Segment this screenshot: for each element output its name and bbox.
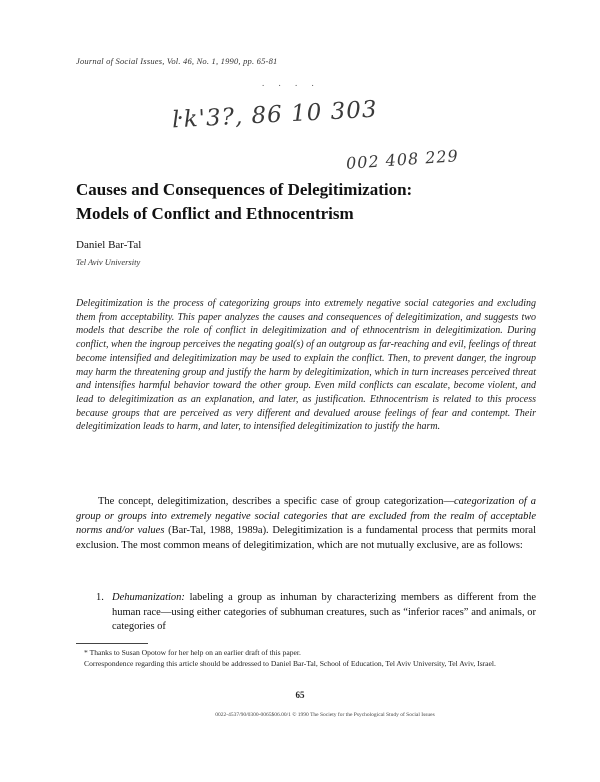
body-text-start: The concept, delegitimization, describes a specific case of group categorization—	[98, 496, 454, 507]
body-paragraph	[76, 495, 536, 553]
handwritten-number: 002 408 229	[345, 146, 460, 173]
footnotes	[76, 647, 536, 669]
journal-citation: Journal of Social Issues, Vol. 46, No. 1, 1990, pp. 65-81	[76, 56, 278, 66]
list-item	[96, 591, 536, 635]
footnote-correspondence: Correspondence regarding this article should be addressed to Daniel Bar-Tal, School of Education, Tel Aviv University, Tel Aviv, Israel.	[84, 659, 496, 668]
footnote-marker: *	[84, 648, 88, 657]
title-line-1: Causes and Consequences of Delegitimization:	[76, 180, 413, 199]
body-text-definition: categorization of a group or groups into extremely negative social categories that are excluded from the realm of acceptable norms and/or values	[76, 496, 536, 537]
list-item-body	[112, 591, 536, 635]
scan-dots: . . . .	[262, 78, 320, 88]
page-number: 65	[295, 690, 305, 700]
author-affiliation: Tel Aviv University	[76, 257, 141, 267]
list-item-text: labeling a group as inhuman by characterizing members as different from the human race—using either categories of subhuman creatures, such as “inferior races” and animals, or categories of	[112, 592, 536, 633]
author-name: Daniel Bar-Tal	[76, 239, 142, 251]
list-item-number: 1.	[96, 592, 104, 603]
footnote-acknowledgment-text: Thanks to Susan Opotow for her help on an earlier draft of this paper.	[89, 648, 301, 657]
copyright-line: 0022-4537/90/0300-0065$06.00/1 © 1990 The Society for the Psychological Study of Social Issues	[215, 712, 435, 718]
handwritten-shelfmark: ŀk'3?, 86 10 303	[171, 96, 379, 134]
body-text-end: (Bar-Tal, 1988, 1989a). Delegitimization is a fundamental process that permits moral exclusion. The most common means of delegitimization, which are not mutually exclusive, are as follows:	[76, 525, 536, 551]
article-title	[76, 178, 536, 226]
title-line-2: Models of Conflict and Ethnocentrism	[76, 204, 354, 223]
abstract: Delegitimization is the process of categorizing groups into extremely negative social categories and excluding them from acceptability. This paper analyzes the causes and consequences of delegitimization, and suggests two models that describe the role of conflict in delegitimization and of ethnocentrism in delegitimization. During conflict, when the ingroup perceives the negating goal(s) of an outgroup as far-reaching and evil, feelings of threat become intensified and delegitimization may be used to explain the conflict. Then, to prevent danger, the ingroup may harm the threatening group and justify the harm by delegitimization, which in turn increases perceived threat and intensifies harmful behavior toward the other group. Even mild conflicts can escalate, become violent, and lead to delegitimization as an explanation, and later, as justification. Ethnocentrism is related to this process because groups that are perceived as very different and devalued arouse feelings of fear and contempt. Their delegitimization leads to harm, and later, to intensified delegitimization to justify the harm.	[76, 298, 536, 433]
list-item-term: Dehumanization:	[112, 592, 185, 603]
footnote-rule	[76, 643, 148, 644]
footnote-acknowledgment	[76, 647, 536, 658]
